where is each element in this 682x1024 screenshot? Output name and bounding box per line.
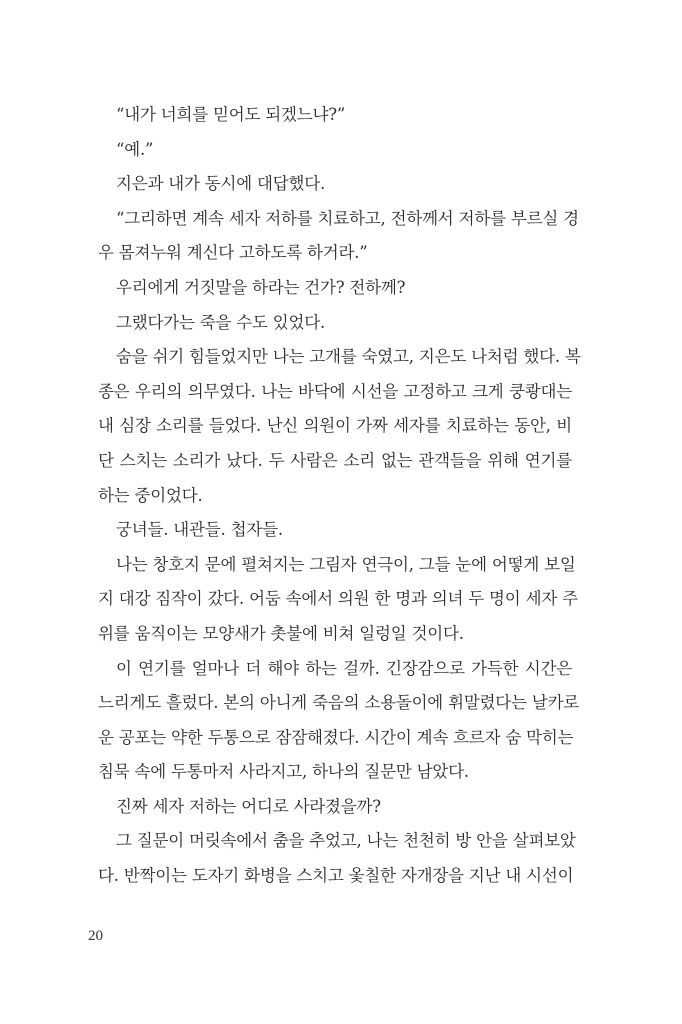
paragraph [98, 133, 572, 168]
text-line: 그랬다가는 죽을 수도 있었다. [116, 312, 326, 332]
text-line: 우 몸져누워 계신다 고하도록 하거라.” [98, 243, 368, 263]
body-text [98, 98, 581, 894]
page-number: 20 [88, 928, 103, 944]
paragraph [98, 513, 572, 548]
text-line: 내 심장 소리를 들었다. 난신 의원이 가짜 세자를 치료하는 동안, 비 [98, 416, 572, 436]
paragraph [98, 271, 572, 306]
text-line: 단 스치는 소리가 났다. 두 사람은 소리 없는 관객들을 위해 연기를 [98, 450, 572, 470]
text-line: 운 공포는 약한 두통으로 잠잠해졌다. 시간이 계속 흐르자 숨 막히는 [98, 727, 574, 747]
text-line: 위를 움직이는 모양새가 촛불에 비쳐 일렁일 것이다. [98, 623, 464, 643]
paragraph [98, 548, 578, 652]
paragraph [98, 98, 572, 133]
paragraph [98, 167, 572, 202]
paragraph [98, 652, 580, 790]
text-line: “그리하면 계속 세자 저하를 치료하고, 전하께서 저하를 부르실 경 [116, 208, 579, 228]
paragraph [98, 824, 576, 893]
text-line: 종은 우리의 의무였다. 나는 바닥에 시선을 고정하고 크게 쿵쾅대는 [98, 381, 572, 401]
text-line: 그 질문이 머릿속에서 춤을 추었고, 나는 천천히 방 안을 살펴보았 [116, 831, 576, 851]
text-line: “예.” [116, 139, 154, 159]
text-line: 지은과 내가 동시에 대답했다. [116, 174, 326, 194]
text-line: 느리게도 흘렀다. 본의 아니게 죽음의 소용돌이에 휘말렸다는 날카로 [98, 693, 580, 713]
text-line: 나는 창호지 문에 펼쳐지는 그림자 연극이, 그들 눈에 어떻게 보일 [116, 554, 576, 574]
paragraph [98, 202, 579, 271]
text-line: “내가 너희를 믿어도 되겠느냐?” [116, 105, 346, 124]
text-line: 침묵 속에 두통마저 사라지고, 하나의 질문만 남았다. [98, 762, 469, 782]
text-line: 하는 중이었다. [98, 485, 203, 505]
text-line: 다. 반짝이는 도자기 화병을 스치고 옻칠한 자개장을 지난 내 시선이 [98, 866, 574, 886]
text-line: 숨을 쉬기 힘들었지만 나는 고개를 숙였고, 지은도 나처럼 했다. 복 [116, 347, 581, 367]
paragraph [98, 790, 572, 825]
text-line: 궁녀들. 내관들. 첩자들. [116, 520, 283, 540]
text-line: 이 연기를 얼마나 더 해야 하는 걸까. 긴장감으로 가득한 시간은 [116, 658, 572, 678]
text-line: 지 대강 짐작이 갔다. 어둠 속에서 의원 한 명과 의녀 두 명이 세자 주 [98, 589, 578, 609]
text-line: 우리에게 거짓말을 하라는 건가? 전하께? [116, 277, 406, 297]
text-line: 진짜 세자 저하는 어디로 사라졌을까? [116, 796, 381, 816]
paragraph [98, 340, 581, 513]
paragraph [98, 306, 572, 341]
